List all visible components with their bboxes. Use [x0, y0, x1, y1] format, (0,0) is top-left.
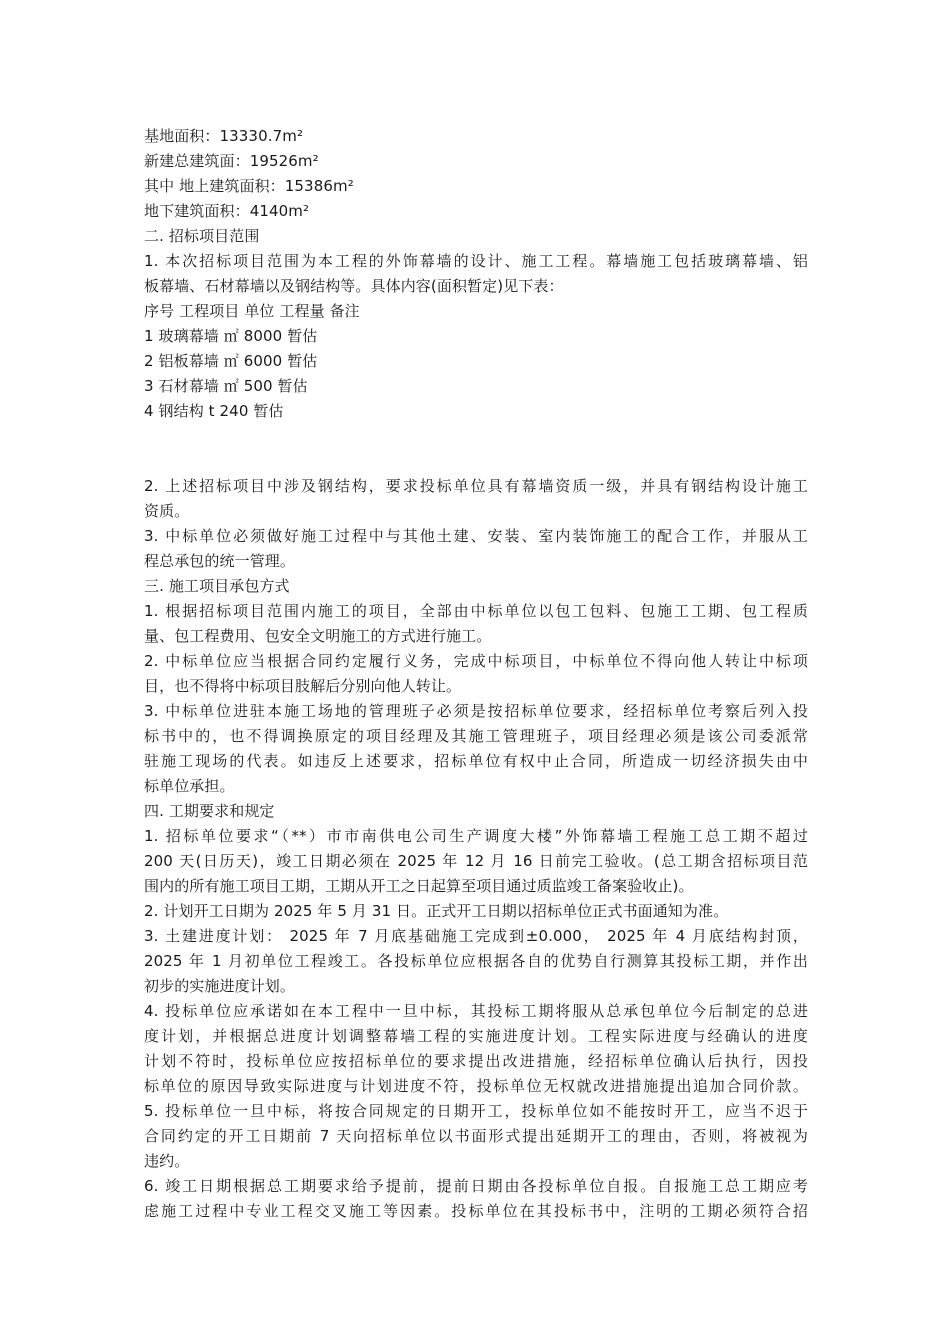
text-line: 程总承包的统一管理。	[144, 552, 296, 570]
table-header-line: 序号 工程项目 单位 工程量 备注	[144, 302, 360, 320]
text-line: 度计划，并根据总进度计划调整幕墙工程的实施进度计划。工程实际进度与经确认的进度	[144, 1027, 808, 1045]
text-line: 地下建筑面积：4140m²	[144, 202, 310, 220]
table-row-line: 4 钢结构 t 240 暂估	[144, 402, 284, 420]
section-heading: 二. 招标项目范围	[144, 227, 260, 245]
blank-space	[144, 424, 808, 474]
text-line: 标书中的，也不得调换原定的项目经理及其施工管理班子，项目经理必须是该公司委派常	[144, 727, 808, 745]
text-line: 2025 年 1 月初单位工程竣工。各投标单位应根据各自的优势自行测算其投标工期，并作出	[144, 952, 808, 970]
text-line: 新建总建筑面：19526m²	[144, 152, 319, 170]
text-line: 违约。	[144, 1152, 190, 1170]
text-line: 基地面积：13330.7m²	[144, 127, 304, 145]
text-line: 2. 计划开工日期为 2025 年 5 月 31 日。正式开工日期以招标单位正式书面通知为准。	[144, 902, 729, 920]
text-line: 1. 根据招标项目范围内施工的项目，全部由中标单位以包工包料、包施工工期、包工程质	[144, 602, 808, 620]
text-line: 3. 中标单位必须做好施工过程中与其他土建、安装、室内装饰施工的配合工作，并服从工	[144, 527, 808, 545]
text-line: 虑施工过程中专业工程交叉施工等因素。投标单位在其投标书中，注明的工期必须符合招	[144, 1202, 808, 1220]
document-body	[144, 124, 808, 1224]
text-line: 2. 中标单位应当根据合同约定履行义务，完成中标项目，中标单位不得向他人转让中标项	[144, 652, 808, 670]
text-line: 1. 本次招标项目范围为本工程的外饰幕墙的设计、施工工程。幕墙施工包括玻璃幕墙、铝	[144, 252, 808, 270]
text-line: 3. 土建进度计划： 2025 年 7 月底基础施工完成到±0.000， 2025 年 4 月底结构封顶，	[144, 927, 808, 945]
text-line: 6. 竣工日期根据总工期要求给予提前，提前日期由各投标单位自报。自报施工总工期应考	[144, 1177, 808, 1195]
text-line: 其中 地上建筑面积：15386m²	[144, 177, 354, 195]
text-line: 初步的实施进度计划。	[144, 977, 296, 995]
text-line: 目，也不得将中标项目肢解后分别向他人转让。	[144, 677, 462, 695]
text-line: 200 天(日历天)，竣工日期必须在 2025 年 12 月 16 日前完工验收。(总工期含招标项目范	[144, 852, 808, 870]
text-line: 标单位承担。	[144, 777, 235, 795]
text-line: 驻施工现场的代表。如违反上述要求，招标单位有权中止合同，所造成一切经济损失由中	[144, 752, 808, 770]
section-heading: 四. 工期要求和规定	[144, 802, 275, 820]
table-row-line: 3 石材幕墙 ㎡ 500 暂估	[144, 377, 308, 395]
text-line: 合同约定的开工日期前 7 天向招标单位以书面形式提出延期开工的理由，否则，将被视为	[144, 1127, 808, 1145]
text-line: 5. 投标单位一旦中标，将按合同规定的日期开工，投标单位如不能按时开工，应当不迟于	[144, 1102, 808, 1120]
text-line: 量、包工程费用、包安全文明施工的方式进行施工。	[144, 627, 492, 645]
text-line: 计划不符时，投标单位应按招标单位的要求提出改进措施，经招标单位确认后执行，因投	[144, 1052, 808, 1070]
text-line: 标单位的原因导致实际进度与计划进度不符，投标单位无权就改进措施提出追加合同价款。	[144, 1077, 808, 1095]
section-heading: 三. 施工项目承包方式	[144, 577, 290, 595]
text-line: 1. 招标单位要求“（**）市市南供电公司生产调度大楼”外饰幕墙工程施工总工期不超过	[144, 827, 808, 845]
text-line: 3. 中标单位进驻本施工场地的管理班子必须是按招标单位要求，经招标单位考察后列入投	[144, 702, 808, 720]
text-line: 资质。	[144, 502, 190, 520]
text-line: 2. 上述招标项目中涉及钢结构，要求投标单位具有幕墙资质一级，并具有钢结构设计施工	[144, 477, 808, 495]
table-row-line: 1 玻璃幕墙 ㎡ 8000 暂估	[144, 327, 318, 345]
text-line: 围内的所有施工项目工期，工期从开工之日起算至项目通过质监竣工备案验收止)。	[144, 877, 694, 895]
text-line: 4. 投标单位应承诺如在本工程中一旦中标，其投标工期将服从总承包单位今后制定的总进	[144, 1002, 808, 1020]
text-line: 板幕墙、石材幕墙以及钢结构等。具体内容(面积暂定)见下表：	[144, 277, 564, 295]
table-row-line: 2 铝板幕墙 ㎡ 6000 暂估	[144, 352, 318, 370]
